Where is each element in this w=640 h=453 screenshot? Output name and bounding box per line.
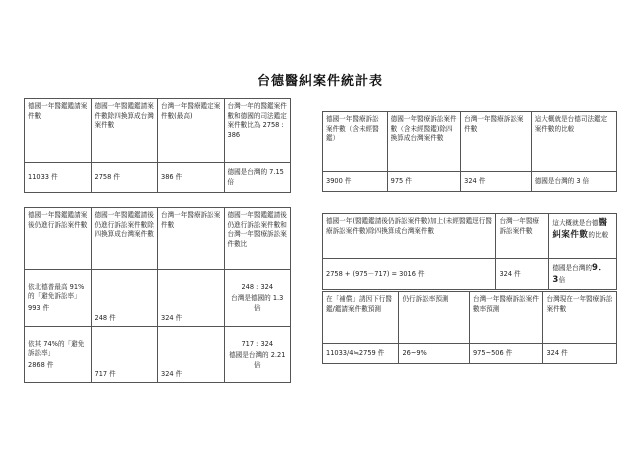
row-label-count: 2868 件 [28, 360, 54, 369]
header-cell: 德國一年醫鑑鑑請案後仍進行訴訟案件數 [25, 208, 92, 270]
value-cell: 324 件 [496, 259, 549, 290]
header-compare-prefix: 這大概就是台德 [552, 219, 599, 227]
header-cell: 台灣現在一年醫療訴訟案件數 [543, 292, 617, 344]
compare-cell [549, 259, 617, 290]
ratio-value: 248 : 324 [241, 282, 274, 291]
compare-prefix: 德國是台灣的 [552, 264, 592, 272]
table-row [25, 327, 291, 383]
table-header-row [323, 112, 617, 172]
value-cell: 324 件 [158, 327, 225, 383]
table-appraisal-requests [24, 98, 291, 193]
value-cell: 717 件 [91, 327, 158, 383]
value-cell: 2758 件 [91, 163, 158, 193]
value-cell: 975 件 [387, 172, 461, 192]
value-cell: 11033 件 [25, 163, 92, 193]
table-header-row [25, 99, 291, 163]
table-row [25, 270, 291, 327]
header-cell: 仍行訴訟率預測 [399, 292, 470, 344]
header-cell: 在「補償」誘因下行醫鑑/鑑請案件數預測 [323, 292, 399, 344]
table-row [323, 259, 617, 290]
table-header-row [25, 208, 291, 270]
table-compensation-forecast [322, 291, 617, 364]
header-cell: 台灣一年醫療訴訟案件數率預測 [469, 292, 543, 344]
value-cell: 11033/4≒2759 件 [323, 344, 399, 364]
row-label-count: 993 件 [28, 303, 50, 312]
value-cell: 德國是台灣的 7.15 倍 [224, 163, 291, 193]
label-cell [25, 270, 92, 327]
table-row [25, 163, 291, 193]
header-compare-emphasis: 醫糾案件數 [552, 218, 608, 241]
table-row [323, 344, 617, 364]
value-cell: 324 件 [461, 172, 532, 192]
compare-suffix: 倍 [558, 276, 566, 285]
header-cell: 台灣一年醫療訴訟案件數 [496, 214, 549, 259]
header-cell: 台灣一年醫療訴訟案件數 [158, 208, 225, 270]
table-malpractice-comparison [322, 213, 617, 290]
formula-cell: 2758 + (975－717) = 3016 件 [323, 259, 496, 290]
value-cell: 248 件 [91, 270, 158, 327]
header-cell: 德國一年醫鑑鑑請案件數 [25, 99, 92, 163]
header-cell: 德國一年醫療訴訟案件數（含未經醫鑑)除四換算成台灣案件數 [387, 112, 461, 172]
value-cell: 386 件 [158, 163, 225, 193]
table-litigation-cases [322, 111, 617, 192]
row-label: 依北德普最高 91%的「避免訴訟率」 [28, 282, 85, 301]
header-cell [549, 214, 617, 259]
label-cell [25, 327, 92, 383]
ratio-cell [224, 270, 291, 327]
ratio-note: 台灣是德國的 1.3 倍 [231, 294, 284, 312]
header-cell: 德國一年醫鑑鑑請後仍進行訴訟案件數和台灣一年醫療訴訟案件數比 [224, 208, 291, 270]
value-cell: 975~506 件 [469, 344, 543, 364]
table-post-appraisal-litigation [24, 207, 291, 383]
compare-emphasis: 9．3 [552, 263, 608, 286]
header-cell: 台灣一年的醫鑑案件數和德國的司法鑑定案件數比為 2758 : 386 [224, 99, 291, 163]
table-row [323, 172, 617, 192]
header-compare-suffix: 的比較 [588, 231, 609, 240]
table-header-row [323, 214, 617, 259]
header-cell: 德國一年醫療訴訟案件數（含未經醫鑑） [323, 112, 388, 172]
header-cell: 台灣一年醫療訴訟案件數 [461, 112, 532, 172]
header-cell: 台灣一年醫療鑑定案件數(最高) [158, 99, 225, 163]
ratio-value: 717 : 324 [241, 339, 274, 348]
header-cell: 德國一年(醫鑑鑑請後仍訴訟案件數)加上(未經醫鑑逕行醫療訴訟案件數)除四換算成台灣案件數 [323, 214, 496, 259]
header-cell: 德國一年醫鑑鑑請後仍進行訴訟案件數除四換算成台灣案件數 [91, 208, 158, 270]
value-cell: 德國是台灣的 3 倍 [531, 172, 616, 192]
value-cell: 26~9% [399, 344, 470, 364]
ratio-note: 德國是台灣的 2.21 倍 [229, 351, 286, 369]
ratio-cell [224, 327, 291, 383]
value-cell: 324 件 [543, 344, 617, 364]
value-cell: 324 件 [158, 270, 225, 327]
row-label: 依其 74%的「避免訴訟率」 [28, 339, 85, 358]
page-title: 台德醫糾案件統計表 [256, 74, 383, 89]
header-cell: 這大概就是台德司法鑑定案件數的比較 [531, 112, 616, 172]
value-cell: 3900 件 [323, 172, 388, 192]
header-cell: 德國一年醫鑑鑑請案件數除四換算成台灣案件數 [91, 99, 158, 163]
table-header-row [323, 292, 617, 344]
